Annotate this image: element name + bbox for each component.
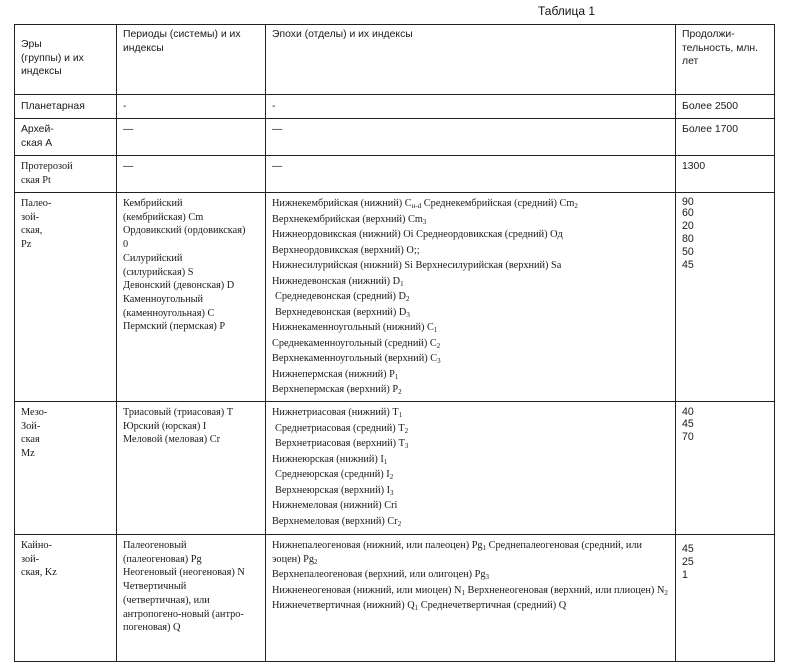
table-row-planetary [15, 95, 775, 119]
cell-duration [676, 193, 775, 402]
epoch-line [272, 197, 669, 211]
cell-epoch: — [266, 119, 676, 156]
epoch-text: Среднепалеогеновая (средний, или эоцен) Pg [272, 540, 643, 565]
cell-epoch: - [266, 95, 676, 119]
epoch-index: 1 [383, 457, 388, 466]
period-line: Ордовикский (ордовикская) [123, 225, 246, 237]
period-line: Неогеновый (неогеновая) N [123, 567, 245, 579]
epoch-index: 3 [404, 442, 409, 450]
header-era [15, 25, 117, 95]
period-line: Триасовый (триасовая) Т [123, 407, 234, 418]
epoch-line [272, 321, 669, 335]
period-line: Меловой (меловая) Cr [123, 434, 221, 446]
period-line: Пермский (пермская) Р [123, 321, 226, 333]
epoch-line [272, 422, 669, 436]
duration-value: 90 [682, 196, 694, 208]
epoch-text: Среднетриасовая (средний) T [275, 422, 405, 434]
epoch-text: Верхненеогеновая (верхний, или плиоцен) N [464, 584, 665, 596]
epoch-line [272, 568, 669, 582]
table-caption: Таблица 1 [538, 4, 596, 18]
table-row-mesozoic [15, 402, 775, 535]
epoch-index: 2 [398, 388, 402, 396]
cell-duration: Более 2500 [676, 95, 775, 119]
period-line: (силурийская) S [123, 266, 194, 278]
table-header-row [15, 25, 775, 95]
epoch-index: 2 [405, 295, 410, 303]
epoch-index: 3 [406, 310, 410, 319]
epoch-text: Среднекембрийская (средний) Cm [421, 198, 575, 209]
epoch-line [272, 383, 669, 397]
cell-period [117, 535, 266, 662]
epoch-text: Верхнемеловая (верхний) Cr [272, 515, 398, 527]
epoch-text: Нижнеюрская (нижний) I [272, 453, 384, 465]
cell-duration [676, 402, 775, 535]
duration-value: 20 [682, 220, 694, 232]
epoch-line [272, 275, 669, 289]
epoch-index: 2 [436, 341, 441, 350]
cell-era: Планетарная [15, 95, 117, 119]
period-line: антропогено-новый (антро- [123, 608, 244, 620]
epoch-index: 2 [574, 202, 578, 210]
duration-value: 70 [682, 431, 694, 443]
cell-era [15, 156, 117, 193]
period-line: (палеогеновая) Pg [123, 553, 202, 565]
epoch-index: 3 [422, 217, 427, 226]
period-line: Юрский (юрская) I [123, 420, 207, 432]
epoch-text: Верхнепермская (верхний) P [272, 384, 399, 395]
header-duration [676, 25, 775, 95]
header-duration-text: Продолжи- тельность, млн. лет [682, 29, 759, 68]
cell-era [15, 402, 117, 535]
epoch-index: 2 [404, 426, 409, 435]
epoch-text: Нижненеогеновая (нижний, или миоцен) N [272, 584, 462, 596]
epoch-text: Среднеюрская (средний) I [275, 469, 390, 480]
duration-value: 25 [682, 556, 694, 568]
cell-epoch: — [266, 156, 676, 193]
duration-value: 45 [682, 418, 694, 430]
duration-value: 40 [682, 406, 694, 418]
header-epoch [266, 25, 676, 95]
epoch-index: 2 [397, 519, 402, 528]
epoch-line [272, 306, 669, 320]
epoch-index: 3 [485, 573, 490, 582]
epoch-line [272, 406, 669, 420]
duration-value: 45 [682, 259, 694, 271]
epoch-line [272, 213, 669, 227]
cell-duration: 1300 [676, 156, 775, 193]
epoch-index: 1 [414, 604, 419, 613]
epoch-text: Нижнечетвертичная (нижний) Q [272, 600, 415, 612]
period-line: (каменноугольная) С [123, 307, 215, 319]
cell-epoch [266, 402, 676, 535]
cell-epoch [266, 193, 676, 402]
epoch-line [272, 337, 669, 351]
table-row-archean [15, 119, 775, 156]
epoch-index: 3 [437, 357, 441, 365]
epoch-line [272, 599, 669, 613]
epoch-index: 1 [398, 411, 403, 419]
epoch-line: Верхнеордовикская (верхний) О;; [272, 244, 420, 256]
epoch-line [272, 468, 669, 482]
header-period [117, 25, 266, 95]
epoch-line [272, 368, 669, 382]
header-era-text: Эры (группы) и их индексы [21, 39, 84, 78]
cell-era [15, 193, 117, 402]
cell-period [117, 193, 266, 402]
epoch-text: Нижнепермская (нижний) P [272, 368, 395, 380]
epoch-text: Нижнекаменноугольный (нижний) C [272, 322, 434, 333]
epoch-index: 3 [390, 488, 394, 497]
era-label: Мезо- Зой- ская Mz [21, 407, 48, 460]
epoch-text: Верхнекаменноугольный (верхний) C [272, 353, 438, 364]
cell-duration: Более 1700 [676, 119, 775, 156]
period-line: погеновая) Q [123, 622, 181, 634]
epoch-index: н-d [411, 202, 422, 210]
table-row-proterozoic [15, 156, 775, 193]
duration-value: 80 [682, 233, 694, 245]
epoch-text: Среднекаменноугольный (средний) C [272, 337, 437, 349]
epoch-index: 1 [461, 588, 465, 597]
table-row-paleozoic [15, 193, 775, 402]
epoch-line [272, 290, 669, 304]
era-label: Палео- зой- ская, Pz [21, 198, 52, 251]
epoch-line [272, 539, 669, 566]
epoch-line [272, 484, 669, 498]
period-line: Палеогеновый [123, 540, 187, 551]
cell-epoch [266, 535, 676, 662]
epoch-text: Среднечетвертичная (средний) Q [418, 600, 567, 612]
cell-period: - [117, 95, 266, 119]
cell-period: — [117, 119, 266, 156]
period-line: Каменноугольный [123, 293, 204, 305]
duration-value: 50 [682, 246, 694, 258]
epoch-line [272, 352, 669, 366]
table-row-cenozoic [15, 535, 775, 662]
cell-era [15, 535, 117, 662]
epoch-line: Нижнеордовикская (нижний) Oi Среднеордовикская (средний) Од [272, 229, 563, 240]
period-line: (кембрийская) Cm [123, 211, 204, 223]
cell-era [15, 119, 117, 156]
epoch-text: Верхнеюрская (верхний) I [275, 484, 391, 496]
epoch-index: 1 [394, 372, 399, 381]
duration-value: 1 [682, 569, 688, 581]
epoch-text: Верхнедевонская (верхний) D [275, 306, 407, 318]
epoch-text: Нижнепалеогеновая (нижний, или палеоцен) Pg [272, 540, 483, 551]
epoch-text: Нижнетриасовая (нижний) T [272, 407, 399, 418]
epoch-line [272, 515, 669, 529]
epoch-text: Верхнекембрийская (верхний) Cm [272, 213, 423, 225]
period-line: Силурийский [123, 252, 183, 264]
header-period-text: Периоды (системы) и их индексы [123, 29, 241, 54]
duration-value: 45 [682, 543, 694, 555]
header-epoch-text: Эпохи (отделы) и их индексы [272, 29, 413, 40]
geologic-time-table [14, 24, 775, 662]
era-label: Архей- ская А [21, 124, 54, 149]
epoch-index: 1 [400, 279, 404, 288]
epoch-index: 1 [433, 326, 438, 334]
epoch-text: Среднедевонская (средний) D [275, 291, 406, 302]
epoch-index: 2 [314, 557, 318, 566]
duration-group [682, 539, 768, 582]
era-label: Протерозой ская Pt [21, 161, 73, 186]
epoch-line [272, 453, 669, 467]
epoch-index: 2 [389, 473, 394, 481]
epoch-line: Нижнесилурийская (нижний) Si Верхнесилурийская (верхний) Sa [272, 260, 562, 271]
epoch-text: Верхнетриасовая (верхний) T [275, 438, 405, 449]
epoch-text: Верхнепалеогеновая (верхний, или олигоцен) Pg [272, 569, 486, 581]
period-line: 0 [123, 239, 129, 251]
cell-duration [676, 535, 775, 662]
period-line: Девонский (девонская) D [123, 280, 235, 292]
epoch-index: 2 [664, 588, 668, 597]
period-line: (четвертичная), или [123, 594, 210, 606]
epoch-index: 1 [482, 544, 487, 552]
period-line: Четвертичный [123, 581, 187, 593]
cell-period: — [117, 156, 266, 193]
epoch-line [272, 584, 669, 598]
epoch-text: Нижнедевонская (нижний) D [272, 275, 401, 287]
period-line: Кембрийский [123, 198, 183, 209]
epoch-line: Нижнемеловая (нижний) Cri [272, 500, 398, 511]
epoch-text: Нижнекембрийская (нижний) C [272, 198, 412, 209]
era-label: Кайно- зой- ская, Kz [21, 540, 57, 579]
epoch-line [272, 437, 669, 451]
cell-period [117, 402, 266, 535]
duration-value: 60 [682, 207, 694, 219]
